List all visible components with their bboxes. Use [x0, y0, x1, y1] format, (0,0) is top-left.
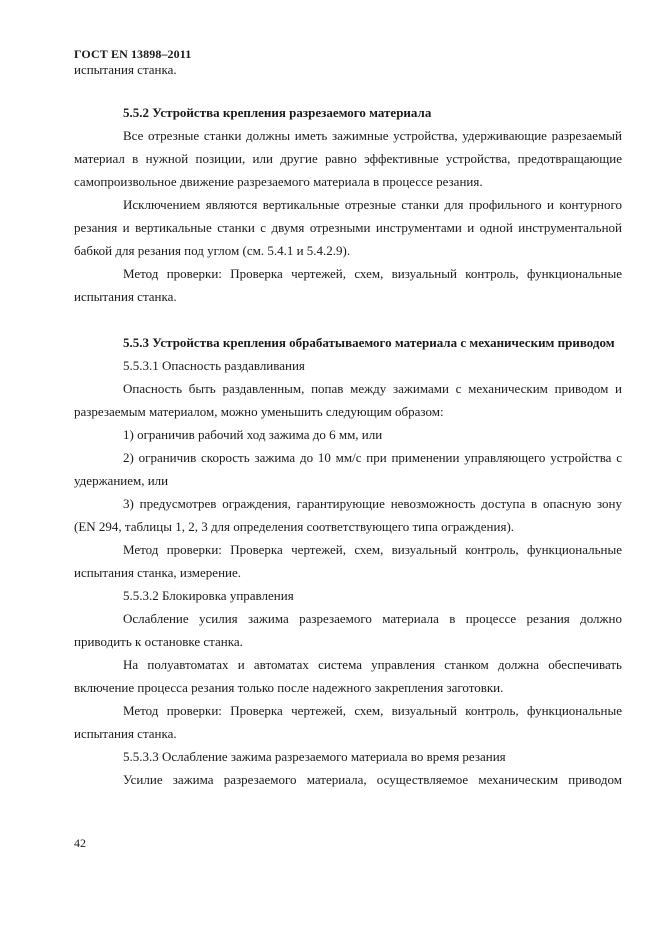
paragraph: Опасность быть раздавленным, попав между зажимами с механическим приводом и разрезаемым материалом, можно уменьшить следующим образом: [74, 381, 622, 419]
paragraph: Усилие зажима разрезаемого материала, осуществляемое механическим приводом [123, 772, 622, 787]
paragraph: Все отрезные станки должны иметь зажимные устройства, удерживающие разрезаемый материал в нужной позиции, или другие равно эффективные устройства, предотвращающие самопроизвольное движение разрезаемого материала в процессе резания. [74, 128, 622, 189]
paragraph: Метод проверки: Проверка чертежей, схем, визуальный контроль, функциональные испытания станка. [74, 266, 622, 304]
standard-header: ГОСТ EN 13898–2011 [74, 47, 192, 61]
subsection-title: 5.5.3.2 Блокировка управления [123, 588, 294, 603]
section-heading-5-5-2: 5.5.2 Устройства крепления разрезаемого материала [123, 105, 432, 120]
paragraph: Ослабление усилия зажима разрезаемого материала в процессе резания должно приводить к остановке станка. [74, 611, 622, 649]
document-body [74, 101, 622, 791]
continued-text: испытания станка. [74, 62, 177, 77]
paragraph: Метод проверки: Проверка чертежей, схем, визуальный контроль, функциональные испытания станка, измерение. [74, 542, 622, 580]
section-heading-5-5-3: 5.5.3 Устройства крепления обрабатываемого материала с механическим приводом [123, 335, 615, 350]
paragraph: Метод проверки: Проверка чертежей, схем, визуальный контроль, функциональные испытания станка. [74, 703, 622, 741]
list-item: 1) ограничив рабочий ход зажима до 6 мм, или [123, 427, 383, 442]
subsection-title: 5.5.3.1 Опасность раздавливания [123, 358, 305, 373]
subsection-title: 5.5.3.3 Ослабление зажима разрезаемого материала во время резания [123, 749, 506, 764]
paragraph: На полуавтоматах и автоматах система управления станком должна обеспечивать включение процесса резания только после надежного закрепления заготовки. [74, 657, 622, 695]
paragraph: Исключением являются вертикальные отрезные станки для профильного и контурного резания и вертикальные станки с двумя отрезными инструментами и одной инструментальной бабкой для резания под углом (см. 5.4.1 и 5.4.2.9). [74, 197, 622, 258]
list-item: 3) предусмотрев ограждения, гарантирующие невозможность доступа в опасную зону (EN 294, таблицы 1, 2, 3 для определения соответствующего типа ограждения). [74, 496, 622, 534]
page-number: 42 [74, 836, 86, 850]
list-item: 2) ограничив скорость зажима до 10 мм/с при применении управляющего устройства с удержанием, или [74, 450, 622, 488]
